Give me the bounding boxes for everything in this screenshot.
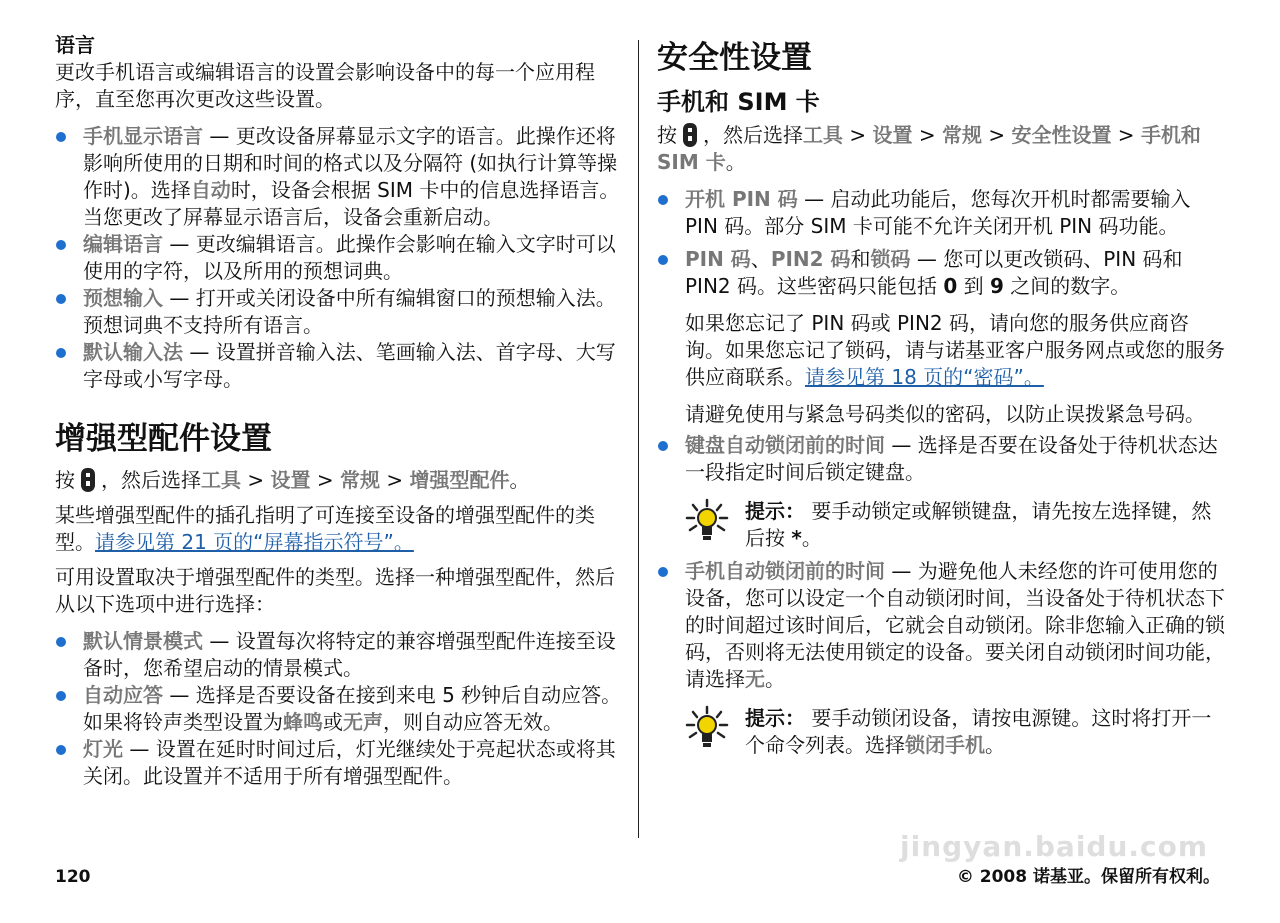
bullet-icon bbox=[56, 691, 66, 701]
item-text: — 设置拼音输入法、笔画输入法、首字母、大写字母或小写字母。 bbox=[83, 340, 616, 391]
path-settings: 设置 bbox=[270, 468, 311, 492]
accessory-para1 bbox=[55, 502, 625, 556]
term: 键盘自动锁闭前的时间 bbox=[685, 433, 885, 457]
item-text: 到 bbox=[957, 274, 990, 298]
path-settings: 设置 bbox=[872, 123, 913, 147]
bullet-icon bbox=[56, 745, 66, 755]
path-separator: > bbox=[912, 123, 942, 147]
bullet-icon bbox=[56, 637, 66, 647]
bullet-icon bbox=[56, 348, 66, 358]
pin-para1 bbox=[685, 310, 1227, 391]
term: 锁码 bbox=[870, 247, 911, 271]
path-separator: > bbox=[379, 468, 410, 492]
tip-text: 要手动锁定或解锁键盘，请先按左选择键，然后按 bbox=[745, 499, 1212, 550]
copyright: © 2008 诺基亚。保留所有权利。 bbox=[956, 867, 1220, 887]
star-key: * bbox=[791, 526, 802, 550]
sim-path bbox=[657, 122, 1227, 176]
path-separator: > bbox=[981, 123, 1012, 147]
path-separator: > bbox=[1111, 123, 1141, 147]
bullet-icon bbox=[56, 240, 66, 250]
term: 编辑语言 bbox=[83, 232, 163, 256]
item-text: — 选择是否要在设备处于待机状态达一段指定时间后锁定键盘。 bbox=[685, 433, 1218, 484]
menu-key-icon bbox=[681, 122, 699, 148]
watermark: jingyan.baidu.com bbox=[900, 830, 1209, 863]
path-general: 常规 bbox=[339, 468, 380, 492]
accessory-path bbox=[55, 467, 625, 494]
item-text: 。 bbox=[765, 667, 785, 691]
list-item bbox=[55, 339, 625, 393]
term: 默认输入法 bbox=[83, 340, 183, 364]
bullet-icon bbox=[658, 567, 668, 577]
term: 锁闭手机 bbox=[905, 733, 985, 757]
para-text: 如果您忘记了 PIN 码或 PIN2 码，请向您的服务供应商咨询。如果您忘记了锁码，请与诺基亚客户服务网点或您的服务供应商联系。 bbox=[685, 311, 1225, 389]
item-text: — 为避免他人未经您的许可使用您的设备，您可以设定一个自动锁闭时间，当设备处于待机状态下的时间超过该时间后，它就会自动锁闭。除非您输入正确的锁码，否则将无法使用锁定的设备。要关闭自动锁闭时间功能，请选择 bbox=[685, 559, 1225, 691]
security-list-2 bbox=[657, 558, 1227, 693]
item-text: 时，设备会根据 SIM 卡中的信息选择语言。当您更改了屏幕显示语言后，设备会重新启动。 bbox=[83, 178, 620, 229]
list-item bbox=[55, 628, 625, 682]
left-column bbox=[55, 0, 625, 790]
path-text: ，然后选择 bbox=[703, 123, 803, 147]
right-column bbox=[657, 0, 1227, 759]
column-divider bbox=[638, 40, 639, 838]
menu-key-icon bbox=[79, 467, 97, 493]
path-sim: 手机和 SIM 卡 bbox=[657, 123, 1201, 174]
path-text: 。 bbox=[725, 150, 746, 174]
term: 无 bbox=[745, 667, 765, 691]
item-text: — 设置每次将特定的兼容增强型配件连接至设备时，您希望启动的情景模式。 bbox=[83, 629, 616, 680]
term: PIN2 码 bbox=[770, 247, 851, 271]
item-text: — 设置在延时时间过后，灯光继续处于亮起状态或将其关闭。此设置并不适用于所有增强型配件。 bbox=[83, 737, 616, 788]
path-separator: > bbox=[310, 468, 340, 492]
term: 蜂鸣 bbox=[283, 710, 323, 734]
tip-text: 要手动锁闭设备，请按电源键。这时将打开一个命令列表。选择 bbox=[745, 706, 1212, 757]
item-text: — 打开或关闭设备中所有编辑窗口的预想输入法。预想词典不支持所有语言。 bbox=[83, 286, 616, 337]
password-link[interactable]: 请参见第 18 页的“密码”。 bbox=[805, 365, 1044, 389]
pin-para2: 请避免使用与紧急号码类似的密码，以防止误拨紧急号码。 bbox=[685, 402, 1205, 426]
accessory-heading: 增强型配件设置 bbox=[55, 421, 272, 457]
list-item bbox=[657, 246, 1227, 428]
item-text: 、 bbox=[750, 247, 771, 271]
accessory-para2: 可用设置取决于增强型配件的类型。选择一种增强型配件，然后从以下选项中进行选择： bbox=[55, 565, 615, 616]
accessory-list bbox=[55, 628, 625, 790]
list-item bbox=[55, 736, 625, 790]
path-tools: 工具 bbox=[201, 468, 241, 492]
item-text: ，则自动应答无效。 bbox=[383, 710, 563, 734]
security-heading: 安全性设置 bbox=[657, 40, 812, 76]
path-text: 按 bbox=[657, 123, 677, 147]
para-text: 某些增强型配件的插孔指明了可连接至设备的增强型配件的类型。 bbox=[55, 503, 595, 554]
bullet-icon bbox=[56, 132, 66, 142]
tip-keylock bbox=[657, 498, 1227, 552]
language-list bbox=[55, 123, 625, 393]
path-general: 常规 bbox=[941, 123, 982, 147]
tip-phonelock bbox=[657, 705, 1227, 759]
path-tools: 工具 bbox=[803, 123, 843, 147]
path-text: ，然后选择 bbox=[101, 468, 201, 492]
item-text: 或 bbox=[323, 710, 343, 734]
term: PIN 码 bbox=[685, 247, 751, 271]
item-text: — 启动此功能后，您每次开机时都需要输入 PIN 码。部分 SIM 卡可能不允许关闭开机 PIN 码功能。 bbox=[685, 187, 1191, 238]
indicator-link[interactable]: 请参见第 21 页的“屏幕指示符号”。 bbox=[95, 530, 414, 554]
tip-label: 提示： bbox=[745, 499, 805, 523]
list-item bbox=[55, 231, 625, 285]
language-heading: 语言 bbox=[55, 33, 95, 57]
item-text: 之间的数字。 bbox=[1003, 274, 1131, 298]
list-item bbox=[657, 432, 1227, 486]
path-accessory: 增强型配件 bbox=[409, 468, 510, 492]
term: 手机显示语言 bbox=[83, 124, 203, 148]
bullet-icon bbox=[658, 195, 668, 205]
term: 灯光 bbox=[83, 737, 123, 761]
page-number: 120 bbox=[55, 867, 91, 887]
list-item bbox=[657, 558, 1227, 693]
bullet-icon bbox=[56, 294, 66, 304]
term: 自动 bbox=[190, 178, 231, 202]
list-item bbox=[55, 123, 625, 231]
path-security: 安全性设置 bbox=[1011, 123, 1112, 147]
list-item bbox=[55, 682, 625, 736]
tip-label: 提示： bbox=[745, 706, 805, 730]
item-text: — 更改编辑语言。此操作会影响在输入文字时可以使用的字符，以及所用的预想词典。 bbox=[83, 232, 616, 283]
term: 预想输入 bbox=[83, 286, 163, 310]
digit: 0 bbox=[943, 274, 958, 298]
tip-text: 。 bbox=[801, 526, 822, 550]
term: 手机自动锁闭前的时间 bbox=[685, 559, 885, 583]
bullet-icon bbox=[658, 441, 668, 451]
path-separator: > bbox=[843, 123, 873, 147]
sim-heading: 手机和 SIM 卡 bbox=[657, 88, 820, 116]
path-text: 。 bbox=[509, 468, 530, 492]
item-text: — 选择是否要设备在接到来电 5 秒钟后自动应答。如果将铃声类型设置为 bbox=[83, 683, 622, 734]
lightbulb-tip-icon bbox=[685, 498, 729, 542]
term: 开机 PIN 码 bbox=[685, 187, 798, 211]
bullet-icon bbox=[658, 255, 668, 265]
item-text: — 您可以更改锁码、PIN 码和 PIN2 码。这些密码只能包括 bbox=[685, 247, 1183, 298]
term: 无声 bbox=[343, 710, 383, 734]
security-list bbox=[657, 186, 1227, 486]
list-item bbox=[657, 186, 1227, 240]
language-intro: 更改手机语言或编辑语言的设置会影响设备中的每一个应用程序，直至您再次更改这些设置。 bbox=[55, 60, 595, 111]
path-text: 按 bbox=[55, 468, 75, 492]
digit: 9 bbox=[990, 274, 1004, 298]
list-item bbox=[55, 285, 625, 339]
path-separator: > bbox=[241, 468, 271, 492]
item-text: — 更改设备屏幕显示文字的语言。此操作还将影响所使用的日期和时间的格式以及分隔符 (如执行计算等操作时)。选择 bbox=[83, 124, 618, 202]
term: 默认情景模式 bbox=[83, 629, 203, 653]
term: 自动应答 bbox=[83, 683, 163, 707]
tip-text: 。 bbox=[985, 733, 1005, 757]
lightbulb-tip-icon bbox=[685, 705, 729, 749]
item-text: 和 bbox=[850, 247, 871, 271]
